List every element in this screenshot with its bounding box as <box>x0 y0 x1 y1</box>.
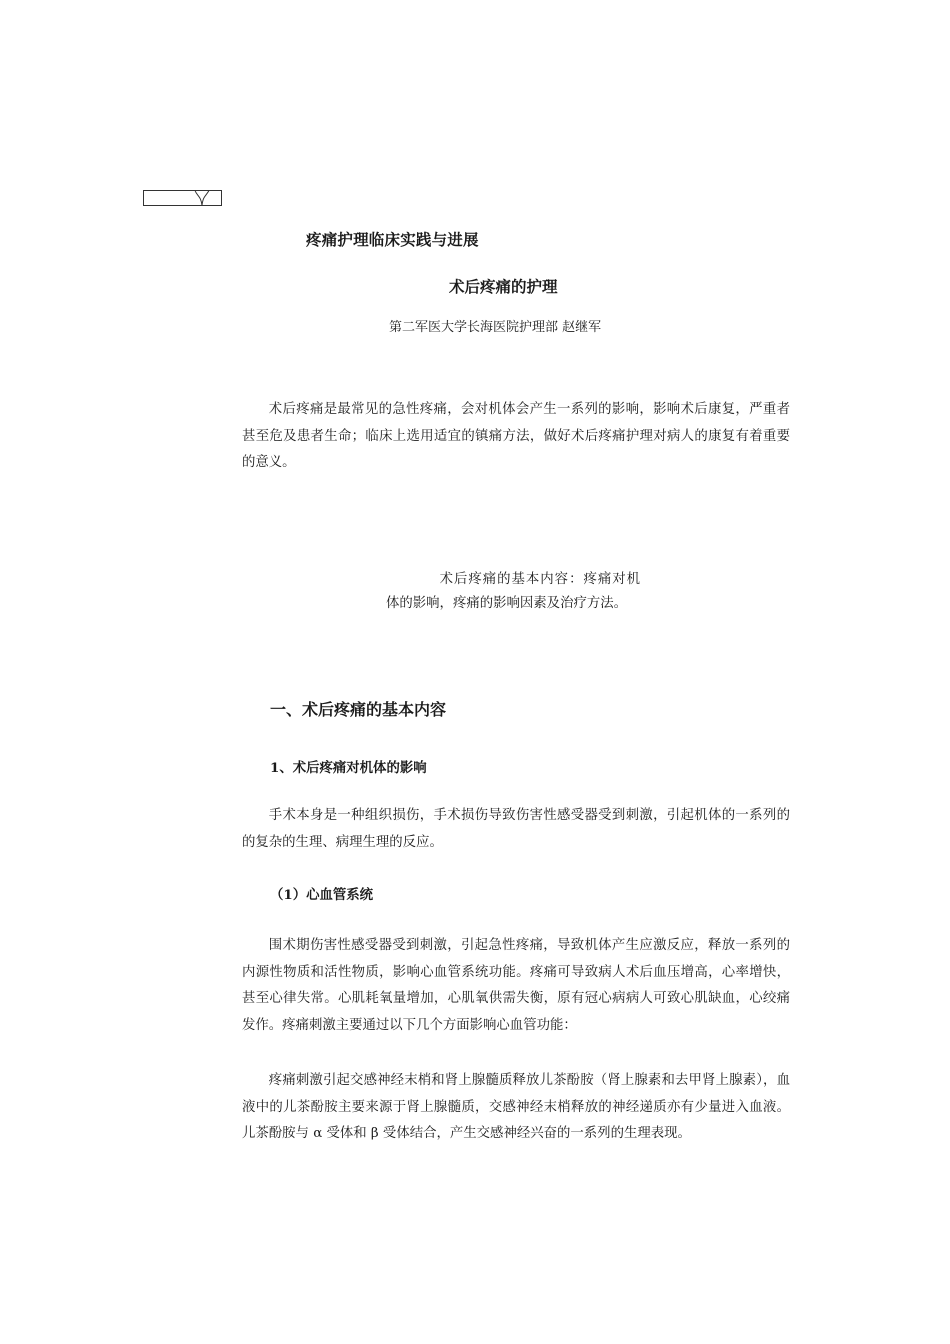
intro-paragraph: 术后疼痛是最常见的急性疼痛，会对机体会产生一系列的影响，影响术后康复，严重者甚至危及患者生命；临床上选用适宜的镇痛方法，做好术后疼痛护理对病人的康复有着重要的意义。 <box>242 402 790 470</box>
document-title: 疼痛护理临床实践与进展 <box>306 230 479 249</box>
body-paragraph-cardiovascular: 围术期伤害性感受器受到刺激，引起急性疼痛，导致机体产生应激反应，释放一系列的内源性物质和活性物质，影响心血管系统功能。疼痛可导致病人术后血压增高，心率增快，甚至心律失常。心肌耗氧量增加，心肌氧供需失衡，原有冠心病病人可致心肌缺血，心绞痛发作。疼痛刺激主要通过以下几个方面影响心血管功能： <box>242 938 790 1033</box>
document-subtitle: 术后疼痛的护理 <box>449 277 558 296</box>
summary-paragraph: 术后疼痛的基本内容：疼痛对机体的影响，疼痛的影响因素及治疗方法。 <box>386 572 640 611</box>
section-heading: 一、术后疼痛的基本内容 <box>270 700 447 719</box>
book-logo-icon <box>143 190 222 206</box>
subsection-heading-cardiovascular: （1）心血管系统 <box>270 887 374 903</box>
author-line: 第二军医大学长海医院护理部 赵继军 <box>389 320 602 335</box>
subsection-heading: 1、术后疼痛对机体的影响 <box>270 760 427 776</box>
body-paragraph: 手术本身是一种组织损伤，手术损伤导致伤害性感受器受到刺激，引起机体的一系列的的复杂的生理、病理生理的反应。 <box>242 808 790 850</box>
body-paragraph-catecholamine: 疼痛刺激引起交感神经末梢和肾上腺髓质释放儿茶酚胺（肾上腺素和去甲肾上腺素），血液中的儿茶酚胺主要来源于肾上腺髓质，交感神经末梢释放的神经递质亦有少量进入血液。儿茶酚胺与 α 受体和 β 受体结合，产生交感神经兴奋的一系列的生理表现。 <box>242 1073 790 1141</box>
